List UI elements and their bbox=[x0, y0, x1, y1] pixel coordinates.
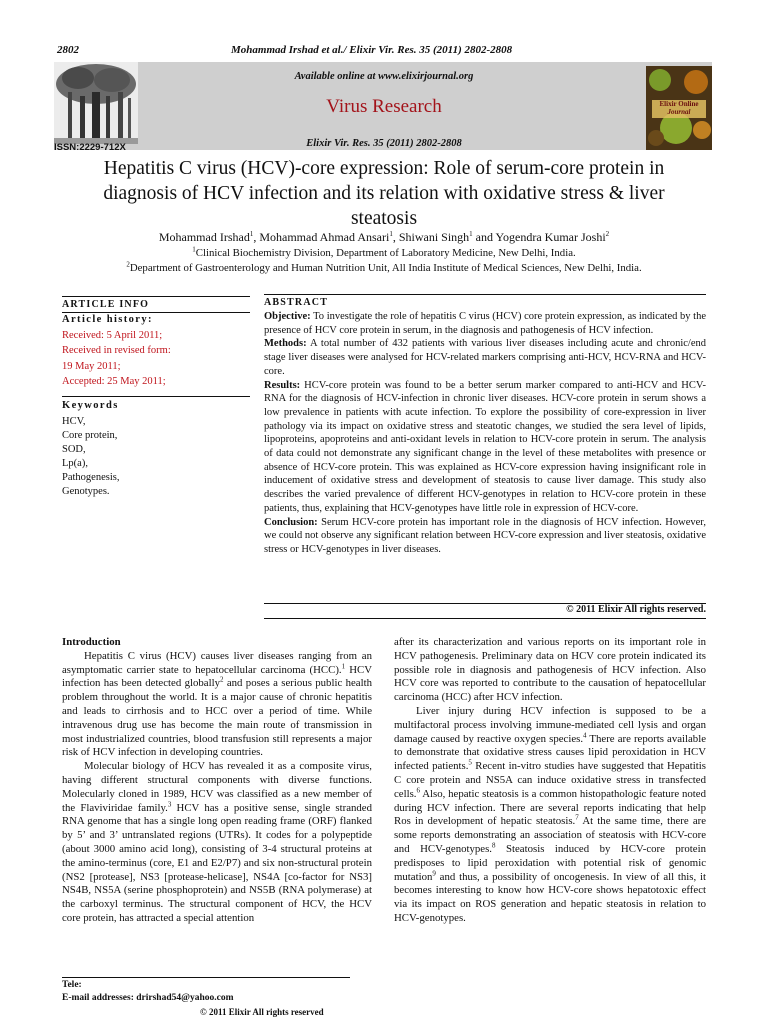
text-run: Steatosis induced by HCV-core protein predisposes to lipid peroxidation with potential risk of genomic mutation bbox=[394, 842, 706, 883]
affiliation-1 bbox=[0, 247, 768, 259]
section-heading: Introduction bbox=[62, 636, 121, 648]
paragraph bbox=[394, 636, 706, 705]
text-run: There are reports available to demonstrate that oxidative stress causes lipid peroxidation in HCV infected patients. bbox=[394, 732, 706, 773]
keyword-list bbox=[62, 415, 119, 499]
affil-text: Clinical Biochemistry Division, Department of Laboratory Medicine, New Delhi, India. bbox=[195, 247, 576, 259]
citation-mark: 5 bbox=[468, 758, 472, 767]
citation-mark: 1 bbox=[341, 662, 346, 670]
abstract-methods bbox=[264, 337, 706, 378]
title-line: diagnosis of HCV infection and its relation with oxidative stress & liver bbox=[103, 183, 665, 204]
citation-mark: 7 bbox=[575, 813, 579, 822]
text-run: Also, hepatic steatosis is a common histopathologic feature noted during HCV infection. There are several reports indicating that help Ros in development of hepatic steatosis. bbox=[394, 787, 706, 828]
running-head: Mohammad Irshad et al./ Elixir Vir. Res. 35 (2011) 2802-2808 bbox=[231, 44, 513, 56]
author-affil-mark: 1 bbox=[389, 230, 393, 238]
keyword: Pathogenesis, bbox=[62, 472, 120, 483]
citation-mark: 8 bbox=[491, 841, 496, 850]
section-head: Conclusion: bbox=[264, 516, 318, 528]
text-run: At the same time, there are some reports demonstrating an association of steatosis with HCV-core and HCV-genotypes. bbox=[394, 815, 706, 855]
author-affil-mark: 2 bbox=[605, 230, 610, 238]
abstract-objective bbox=[264, 310, 706, 337]
section-head: Methods: bbox=[264, 338, 307, 350]
citation-mark: 6 bbox=[416, 786, 420, 795]
section-text: To investigate the role of hepatitis C virus (HCV) core protein expression, as indicated by the presence of HCV core protein in serum, in the diagnosis and pathogenesis of HCV infection. bbox=[264, 311, 706, 336]
abstract-label: ABSTRACT bbox=[264, 297, 329, 308]
article-title bbox=[70, 156, 698, 231]
history-line: Received in revised form: bbox=[62, 345, 171, 357]
history-line: 19 May 2011; bbox=[62, 360, 121, 372]
text-run: after its characterization and various reports on its important role in HCV pathogenesis. Preliminary data on HCV core protein indicated its possible role in diagnosis and pathogenesis of HCV infection. Also HCV core was reported to contribute to the causation of hepatocellular carcinoma (HCC) after HCV infection. bbox=[394, 636, 706, 704]
title-line: Hepatitis C virus (HCV)-core expression: Role of serum-core protein in bbox=[103, 158, 665, 179]
citation-mark: 9 bbox=[432, 868, 436, 877]
citation-mark: 2 bbox=[219, 675, 224, 684]
footnote-email: E-mail addresses: drirshad54@yahoo.com bbox=[62, 993, 234, 1003]
author-affil-mark: 1 bbox=[469, 230, 473, 238]
title-line: steatosis bbox=[350, 208, 418, 229]
text-run: and poses a serious public health problem throughout the world. It is a major cause of chronic hepatitis and leads to cirrhosis and to HCC over a period of time. While intravenous drug use has become the main route of transmission in most industrialized countries, blood transfusion still represents a major risk of HCV infection in developing countries. bbox=[62, 677, 372, 759]
affil-text: Department of Gastroenterology and Human Nutrition Unit, All India Institute of Medical Sciences, New Delhi, India. bbox=[129, 262, 642, 274]
author-affil-mark: 1 bbox=[249, 230, 254, 238]
journal-citation: Elixir Vir. Res. 35 (2011) 2802-2808 bbox=[306, 138, 462, 149]
body-column-left bbox=[62, 636, 372, 926]
history-line: Accepted: 25 May 2011; bbox=[62, 375, 166, 387]
paragraph bbox=[394, 705, 706, 926]
paragraph bbox=[62, 650, 372, 760]
footnote-rule bbox=[62, 977, 350, 978]
section-head: Objective: bbox=[264, 311, 311, 322]
logo-text-line: Journal bbox=[667, 108, 691, 116]
abstract-end-rule bbox=[264, 618, 706, 619]
affil-mark: 2 bbox=[126, 260, 130, 269]
author-name: Yogendra Kumar Joshi bbox=[495, 230, 606, 244]
page-number: 2802 bbox=[57, 44, 79, 56]
footnote-tele: Tele: bbox=[62, 980, 82, 990]
history-line: Received: 5 April 2011; bbox=[62, 330, 163, 341]
keyword: Lp(a), bbox=[62, 458, 88, 469]
abstract-body bbox=[264, 310, 706, 557]
keywords-rule bbox=[62, 396, 250, 397]
text-run: HCV has a positive sense, single stranded RNA genome that has a single long open reading frame (ORF) flanked by 5’ and 3’ untranslated regions (UTRs). It codes for a polypeptide (about 3000 amino acid long), consisting of 3-4 structural proteins at the amino-terminus (core, E1 and E2/P7) and six non-structural protein (NS2 [protease], NS3 [protease-helicase], NS4A [co-factor for NS3] NS4B, NS5A (serine phosphoprotein) and NS5B (RNA polymerase) at the carboxyl terminus. The structural component of HCV, the HCV core protein, has attracted a special attention bbox=[62, 801, 372, 924]
text-run: Hepatitis C virus (HCV) causes liver diseases ranging from an asymptomatic carrier state to hepatocellular carcinoma (HCC). bbox=[62, 649, 372, 676]
info-top-rule bbox=[62, 296, 250, 297]
section-text: Serum HCV-core protein has important role in the diagnosis of HCV infection. However, we could not observe any significant relation between HCV-core expression and liver steatosis, oxidative stress or HCV-genotypes in liver diseases. bbox=[264, 516, 706, 555]
footer-copyright: © 2011 Elixir All rights reserved bbox=[200, 1007, 324, 1017]
abstract-results bbox=[264, 379, 706, 516]
text-run: HCV infection has been detected globally bbox=[62, 663, 373, 690]
availability-line: Available online at www.elixirjournal.org bbox=[294, 71, 474, 82]
text-run: Molecular biology of HCV has revealed it as a composite virus, having different structural components with diverse functions. Molecularly cloned in 1989, HCV was classified as a new member of the Flaviviridae family. bbox=[62, 760, 372, 814]
keyword: HCV, bbox=[62, 416, 86, 427]
keyword: Core protein, bbox=[62, 430, 118, 441]
section-text: HCV-core protein was found to be a better serum marker compared to anti-HCV and HCV-RNA for the diagnosis of HCV-infection in chronic liver diseases. HCV-core protein in serum shows a low prevalence in patients with acute infection. To explore the possibility of core-expression in liver pathology via its impact on oxidative stress and steatotic changes, we studied the sera level of lipids, lipoproteins, apoproteins and anti-oxidant levels in relation to HCV-core protein in serum. The analysis of data could not demonstrate any significant change in the level of these metabolites with presence or absence of HCV-core protein. This was explained as HCV-core expression having insignificant role in inducement of oxidative stress and development of steatosis to cause liver damage. This study also describes the varied prevalence of different HCV-genotypes in relation to HCV-core protein in these patients, thus, explaining that HCV-genotypes have little role in expression of HCV-core. bbox=[264, 379, 706, 514]
keyword: SOD, bbox=[62, 444, 86, 455]
text-run: Liver injury during HCV infection is supposed to be a multifactoral process involving immune-mediated cell lysis and organ damage caused by reactive oxygen species. bbox=[394, 704, 706, 745]
article-history-label: Article history: bbox=[62, 314, 153, 325]
elixir-journal-logo bbox=[646, 66, 712, 150]
text-run: Recent in-vitro studies have suggested that Hepatitis C core protein and NS5A can induce oxidative stress in transfected cells. bbox=[394, 760, 706, 800]
paragraph bbox=[62, 760, 372, 926]
info-mid-rule bbox=[62, 312, 250, 313]
abstract-copyright: © 2011 Elixir All rights reserved. bbox=[566, 604, 706, 615]
issn-label: ISSN:2229-712X bbox=[54, 142, 126, 153]
section-text: A total number of 432 patients with various liver diseases including acute and chronic/end stage liver diseases were analysed for HCV-related markers comprising anti-HCV, HCV-RNA and HCV-core. bbox=[264, 338, 706, 377]
text-run: and thus, a possibility of oncogenesis. In view of all this, it becomes interesting to know how HCV-core shows hepatotoxic effect via its impact on ROS generation and hepatic steatosis in relation to HCV-genotypes. bbox=[394, 870, 706, 924]
abstract-conclusion bbox=[264, 516, 706, 557]
body-column-right bbox=[394, 636, 706, 926]
author-name: Shiwani Singh bbox=[398, 230, 470, 244]
journal-name: Virus Research bbox=[326, 96, 442, 117]
author-list: Mohammad Irshad$^1$, Mohammad Ahmad Ansari$^1$, Shiwani Singh$^1$ and Yogendra Kumar Joshi$^2$ bbox=[158, 230, 610, 244]
citation-mark: 3 bbox=[167, 799, 172, 808]
author-name: Mohammad Ahmad Ansari bbox=[259, 230, 390, 244]
section-head: Results: bbox=[264, 379, 301, 391]
author-name: Mohammad Irshad bbox=[158, 230, 250, 244]
article-history bbox=[62, 328, 171, 389]
logo-text-line: Elixir Online bbox=[659, 100, 699, 108]
affiliation-2 bbox=[0, 262, 768, 274]
keyword: Genotypes. bbox=[62, 486, 110, 497]
keywords-label: Keywords bbox=[62, 400, 119, 411]
article-info-label: ARTICLE INFO bbox=[62, 299, 150, 310]
abstract-top-rule bbox=[264, 294, 706, 295]
affil-mark: 1 bbox=[192, 245, 196, 254]
citation-mark: 4 bbox=[583, 730, 587, 739]
